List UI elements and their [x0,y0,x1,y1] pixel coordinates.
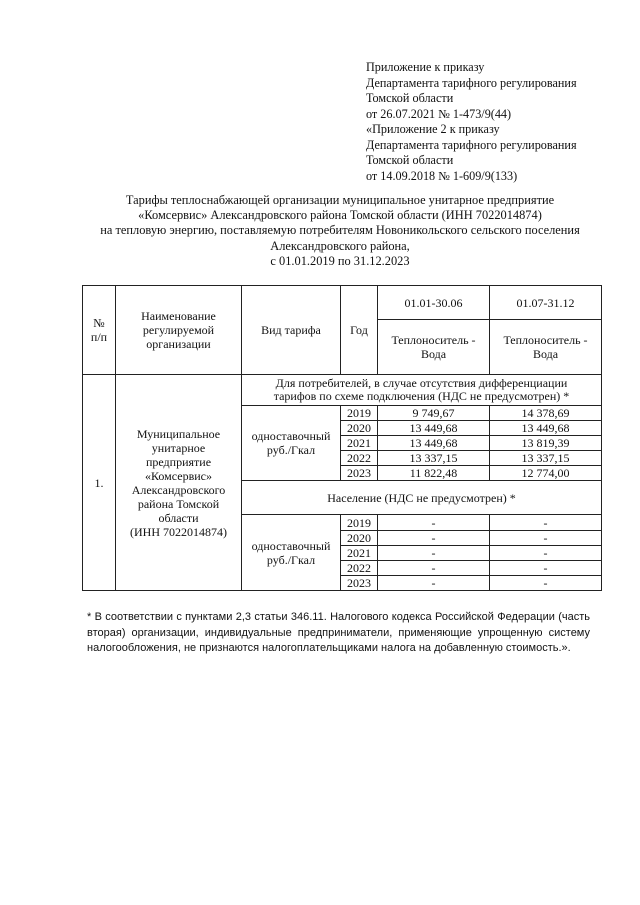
order-reference-line: Томской области [366,91,454,105]
year-cell: 2023 [341,466,378,481]
year-cell: 2021 [341,436,378,451]
order-reference-line: Департамента тарифного регулирования [366,75,577,90]
tariff-value: 13 819,39 [490,436,602,451]
year-cell: 2020 [341,531,378,546]
order-reference-line: Томской области [366,153,454,167]
order-reference [366,60,616,184]
header-period-1: 01.01-30.06 [378,286,490,320]
title-line: Тарифы теплоснабжающей организации муниципальное унитарное предприятие [125,193,555,207]
tariff-value: - [490,531,602,546]
header-period-2: 01.07-31.12 [490,286,602,320]
tariff-value: - [490,576,602,591]
order-reference-line: Приложение к приказу [366,60,485,74]
row-number: 1. [83,375,116,591]
year-cell: 2023 [341,576,378,591]
tariff-value: - [378,515,490,531]
order-reference-line: от 14.09.2018 № 1-609/9(133) [366,168,518,183]
year-cell: 2021 [341,546,378,561]
year-cell: 2019 [341,515,378,531]
tariff-value: 14 378,69 [490,406,602,421]
tariff-value: - [378,561,490,576]
tariff-value: 11 822,48 [378,466,490,481]
header-heat-carrier-2: Теплоноситель - Вода [490,320,602,375]
tariff-value: - [378,546,490,561]
organization-name: Муниципальное унитарное предприятие «Комсервис» Александровского района Томской области (ИНН 7022014874) [116,375,242,591]
header-number: № п/п [83,286,116,375]
title-line: «Комсервис» Александровского района Томской области (ИНН 7022014874) [138,208,542,223]
year-cell: 2019 [341,406,378,421]
tariff-table [82,285,602,591]
section-general-tariff-type: одноставочный руб./Гкал [242,406,341,481]
section-general-title: Для потребителей, в случае отсутствия дифференциации тарифов по схеме подключения (НДС не предусмотрен) * [242,375,602,406]
tariff-value: - [378,531,490,546]
title-line: на тепловую энергию, поставляемую потребителям Новоникольского сельского поселения [100,223,580,238]
footnote: * В соответствии с пунктами 2,3 статьи 346.11. Налогового кодекса Российской Федерации (часть вторая) организации, индивидуальные предприниматели, применяющие упрощенную систему налогообложения, не признаются налогоплательщиками налога на добавленную стоимость.». [87,611,590,654]
header-organization: Наименование регулируемой организации [116,286,242,375]
section-population-title: Население (НДС не предусмотрен) * [242,481,602,515]
tariff-value: 12 774,00 [490,466,602,481]
order-reference-line: от 26.07.2021 № 1-473/9(44) [366,106,512,121]
year-cell: 2020 [341,421,378,436]
tariff-value: - [490,515,602,531]
tariff-value: 13 449,68 [378,436,490,451]
section-population-tariff-type: одноставочный руб./Гкал [242,515,341,591]
tariff-value: - [490,546,602,561]
header-year: Год [341,286,378,375]
tariff-value: 13 337,15 [490,451,602,466]
tariff-value: 13 337,15 [378,451,490,466]
document-title [60,193,620,269]
header-heat-carrier-1: Теплоноситель - Вода [378,320,490,375]
tariff-value: - [490,561,602,576]
tariff-value: - [378,576,490,591]
order-reference-line: Департамента тарифного регулирования [366,137,577,152]
header-tariff-type: Вид тарифа [242,286,341,375]
tariff-value: 9 749,67 [378,406,490,421]
title-line: с 01.01.2019 по 31.12.2023 [270,253,410,268]
tariff-value: 13 449,68 [490,421,602,436]
year-cell: 2022 [341,451,378,466]
tariff-value: 13 449,68 [378,421,490,436]
title-line: Александровского района, [270,238,410,253]
year-cell: 2022 [341,561,378,576]
order-reference-line: «Приложение 2 к приказу [366,122,500,136]
